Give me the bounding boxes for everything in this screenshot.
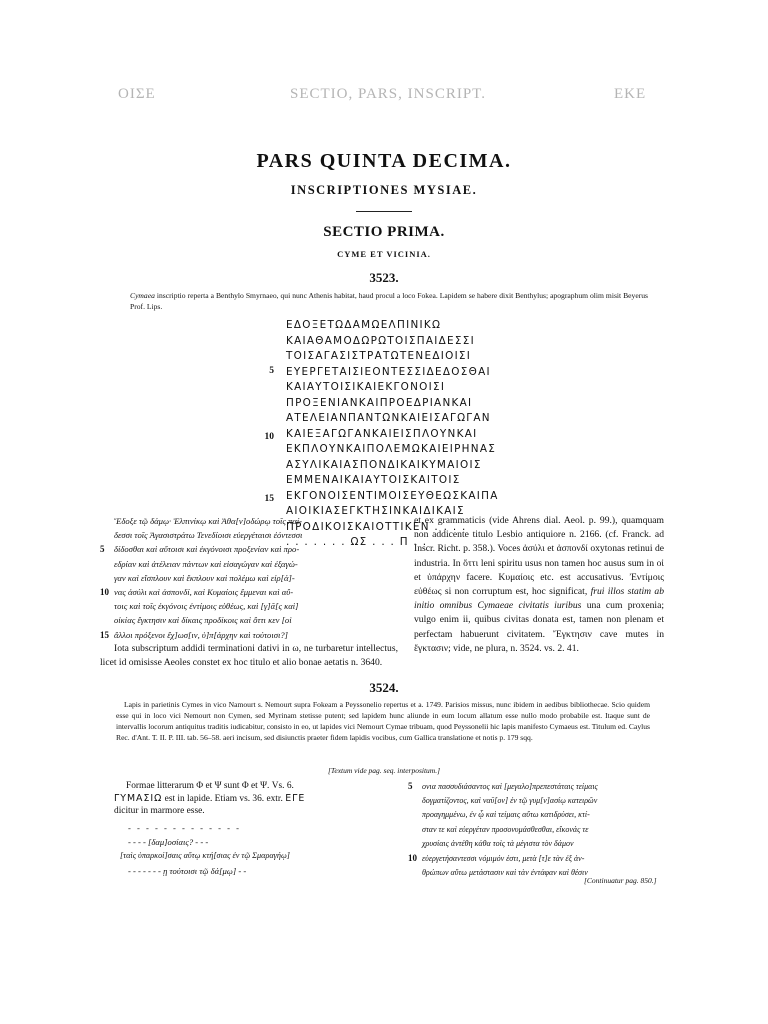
right-comment [414,514,664,656]
letterforms-line-2 [114,793,404,806]
caps-line: ΤΟΙΣΑΓΑΣΙΣΤΡΑΤΩΤΕΝΕΔΙΟΙΣΙ [286,350,472,362]
greek-line: τοις καὶ τοῖς ἐκγόνοις ἐντίμοις εὐθέως, καὶ [γ]ᾶ[ς καὶ] [114,601,299,612]
inscription-3523-intro [130,290,648,312]
greek-3524-line: σταν τε καὶ εὐεργέταν προσονυμάσθεσθαι, εἴκονάς τε [422,824,589,834]
greek-line: νας ἀσύλι καὶ ἀσπονδί, καὶ Κυμαίοις ἔμμεναι καὶ αὔ- [114,587,294,598]
greek-3524-line: εὐεργετήσαντεσσι νόμιμόν ἐστι, μετὰ [τ]ε τὰν ἐξ ἀν- [422,854,585,864]
greek-line: δίδοσθαι καὶ αὔτοισι καὶ ἐκγόνοισι προξενίαν καὶ προ- [114,544,300,555]
greek-3524-line: χρυσίαις ἀντέθη κάθα τοὶς τὰ μέγιστα τὸν δάμον [422,838,574,848]
fragment-line: - - - - - - - ῃ τούτοισι τῷ δά[μῳ] - - [128,865,247,876]
section-title: SECTIO PRIMA. [323,224,445,240]
letterforms-line-2-text: est in lapide. Etiam vs. 36. extr. [162,793,286,804]
caps-line-number-5: 5 [269,366,274,376]
caps-line: . . . . . . . ΩΣ . . . Π . . [286,536,428,548]
fragment-lines [120,821,410,878]
greek-line: δεσσι τοῖς Ἀγασιστράτω Τενεδίοισι εὐεργέταισι ἐόντεσσι [114,530,303,541]
greek-3524-line-number-10: 10 [408,853,417,864]
greek-line: εδρίαν καὶ ἀτέλειαν πάντων καὶ εἰσαγώγαν καὶ ἐξαγώ- [114,558,298,569]
greek-3524-line: ονια πασσυδιάσαντος καὶ [μεγαλο]πρεπεστάταις τείμαις [422,782,598,791]
bleed-through-left: ΟΙΣΕ [118,86,156,102]
caps-line: ΚΑΙΕΞΑΓΩΓΑΝΚΑΙΕΙΣΠΛΟΥΝΚΑΙ [286,427,478,440]
intro-text: inscriptio reperta a Benthylo Smyrnaeo, qui nunc Athenis habitat, haud procul a loco Fokea. Lapidem se habere dixit Benthylus; apographum olim misit Beyerus Prof. Lips. [130,291,648,311]
greek-3524-line: προαγημμένω, ἐν ᾧ καὶ τείμαις αὔτω κατιδρύσει, κτί- [422,810,590,820]
bleed-through-center: SECTIO, PARS, INSCRIPT. [290,86,486,102]
caps-line: ΑΣΥΛΙΚΑΙΑΣΠΟΝΔΙΚΑΙΚΥΜΑΙΟΙΣ [286,458,482,471]
inscription-number-3524: 3524. [369,680,399,695]
bleed-through-right: ΕΚΕ [614,86,647,102]
inscription-number-3523: 3523. [369,270,399,285]
caps-ege: ΕΓΕ [285,792,306,804]
continuation-note: [Continuatur pag. 850.] [584,876,657,885]
caps-gymasio: ΓΥΜΑΣΙΩ [114,792,163,804]
greek-line: Ἔδοξε τῷ δάμῳ· Ἐλπινίκῳ καὶ Ἀθα[ν]οδώρῳ τοῖς παί- [114,516,303,526]
caps-line: ΠΡΟΔΙΚΟΙΣΚΑΙΟΤΤΙΚΕΝ . . . . [286,520,467,533]
left-comment: Iota subscriptum addidi terminationi dativi in ω, ne turbaretur intellectus, licet id omisisse Aeoles constet ex hoc titulo et alio bonae aetatis n. 3640. [100,642,398,669]
interposed-note: [Textum vide pag. seq. interpositum.] [327,766,440,775]
caps-line: ΕΜΜΕΝΑΙΚΑΙΑΥΤΟΙΣΚΑΙΤΟΙΣ [286,474,461,486]
greek-line: γαν καὶ εἴσπλουν καὶ ἔκπλουν καὶ πολέμω καὶ εἰρ[ά]- [114,572,295,583]
caps-line: ΕΚΓΟΝΟΙΣΕΝΤΙΜΟΙΣΕΥΘΕΩΣΚΑΙΠΑ [286,489,499,502]
greek-text-3524 [408,779,670,880]
caps-line: ΑΙΟΙΚΙΑΣΕΓΚΤΗΣΙΝΚΑΙΔΙΚΑΙΣ [286,505,465,517]
caps-line-number-15: 15 [264,494,274,504]
greek-line: ἄλλοι πρόξενοι ἔχ]ωσ[ιν, ὑ]π[άρχην καὶ τούτοισι?] [114,629,288,640]
part-title: PARS QUINTA DECIMA. [256,150,512,172]
greek-3524-line: θρώπων αὔτω μετάστασιν καὶ τὰν ἐντάφαν καὶ θέσιν [422,868,588,878]
part-subtitle: INSCRIPTIONES MYSIAE. [290,183,478,197]
comment-part-2: ἀσύλι et ἀσπονδί oxytonas retinui de industria. In ὄττι leni spiritu usus non tamen hoc ausus sum in οἱ et ὑπάρχην facere. Κυμαίοις etc. est accusativus. Ἐντίμοις εὐθέως si non corruptum est, hoc significat, [414,543,664,598]
caps-line: ΕΥΕΡΓΕΤΑΙΣΙΕΟΝΤΕΣΣΙΔΕΔΟΣΘΑΙ [286,365,491,378]
title-rule [356,211,412,212]
fragment-line: [ταὶς ὑπαρκοί]σαις αὔτῳ κτή[σιας ἐν τῷ Σμαραγήῳ] [120,851,290,861]
caps-line: ΚΑΙΑΥΤΟΙΣΙΚΑΙΕΚΓΟΝΟΙΣΙ [286,381,446,393]
comment-italic: frui illos statim ab initio omnibus Cymaeae civitatis iuribus [414,586,664,612]
greek-3524-line-number-5: 5 [408,781,413,791]
comment-part-1: et ex grammaticis (vide Ahrens dial. Aeol. p. 99.), quamquam non addicente titulo Lesbio antiquiore n. 2166. (cf. Franck. ad Inscr. Richt. p. 358.). Voces [414,515,664,555]
caps-line: ΠΡΟΞΕΝΙΑΝΚΑΙΠΡΟΕΔΡΙΑΝΚΑΙ [286,396,473,409]
caps-line: ΚΑΙΑΘΑΜΟΔΩΡΩΤΟΙΣΠΑΙΔΕΣΣΙ [286,334,475,347]
greek-line-number-10: 10 [100,587,109,598]
fragment-line: - - - - [δαμ]οσίαις? - - - [128,837,209,848]
greek-3524-line: δογματίζοντος, καὶ ναῦ[ον] ἐν τῷ γυμ[ν]ασίῳ κατειρῶν [422,796,598,806]
section-subtitle: CYME ET VICINIA. [337,249,431,259]
caps-line-number-10: 10 [264,432,274,442]
inscription-3524-intro: Lapis in parietinis Cymes in vico Namourt s. Nemourt supra Fokeam a Peyssonelio repertus et a. 1749. Parisios missus, nunc ibidem in aedibus bibliothecae. Scio quidem esse qui in loco vici Nemourt non Cymen, sed Myrinam stetisse putent; sed lapidem hunc aliunde in eum locum allatum esse nullo modo probabile est. Itaque sunt de intervallis locorum antiquitus traditis iudicabitur, consisto in eo, ut lapides vici Nemourt Cymae tribuam, quod Peyssonelii hic lapis manifesto Cymaeus est. Titulum ed. Caylus Rec. d'Ant. T. II. P. III. tab. 56–58. aeri incisum, sed disiunctis praeter fidem lapidis vocibus, cum Gallica translatione et notis p. 179 sqq. [116,700,650,742]
greek-line: οἰκίας ἔγκτησιν καὶ δίκαις προδίκοις καὶ ὄττι κεν [οἱ [114,615,292,626]
letterforms-line-1: Formae litterarum Φ et Ψ sunt Φ et Ψ. Vs. 6. [126,781,294,791]
caps-line: ΑΤΕΛΕΙΑΝΠΑΝΤΩΝΚΑΙΕΙΣΑΓΩΓΑΝ [286,412,491,424]
letterforms-line-3: dicitur in marmore esse. [114,806,205,816]
comment-part-3: una cum proxenia; vulgo enim ii, quibus civitas donata est, tamen non plenam et perfectam habuerunt civitatem. Ἔγκτησιν cave mutes in ἔγκτασιν; vide, ne plura, n. 3524. vs. 2. 41. [414,600,664,654]
greek-line-number-15: 15 [100,629,109,640]
caps-line: ΕΔΟΞΕΤΩΔΑΜΩΕΛΠΙΝΙΚΩ [286,319,442,331]
letterforms-note [114,780,404,818]
greek-line-number-5: 5 [100,544,105,555]
fragment-line: - - - - - - - - - - - - - [128,823,241,833]
greek-transcription [100,514,398,670]
cymaea-label: Cymaea [130,291,155,300]
caps-line: ΕΚΠΛΟΥΝΚΑΙΠΟΛΕΜΩΚΑΙΕΙΡΗΝΑΣ [286,443,497,455]
